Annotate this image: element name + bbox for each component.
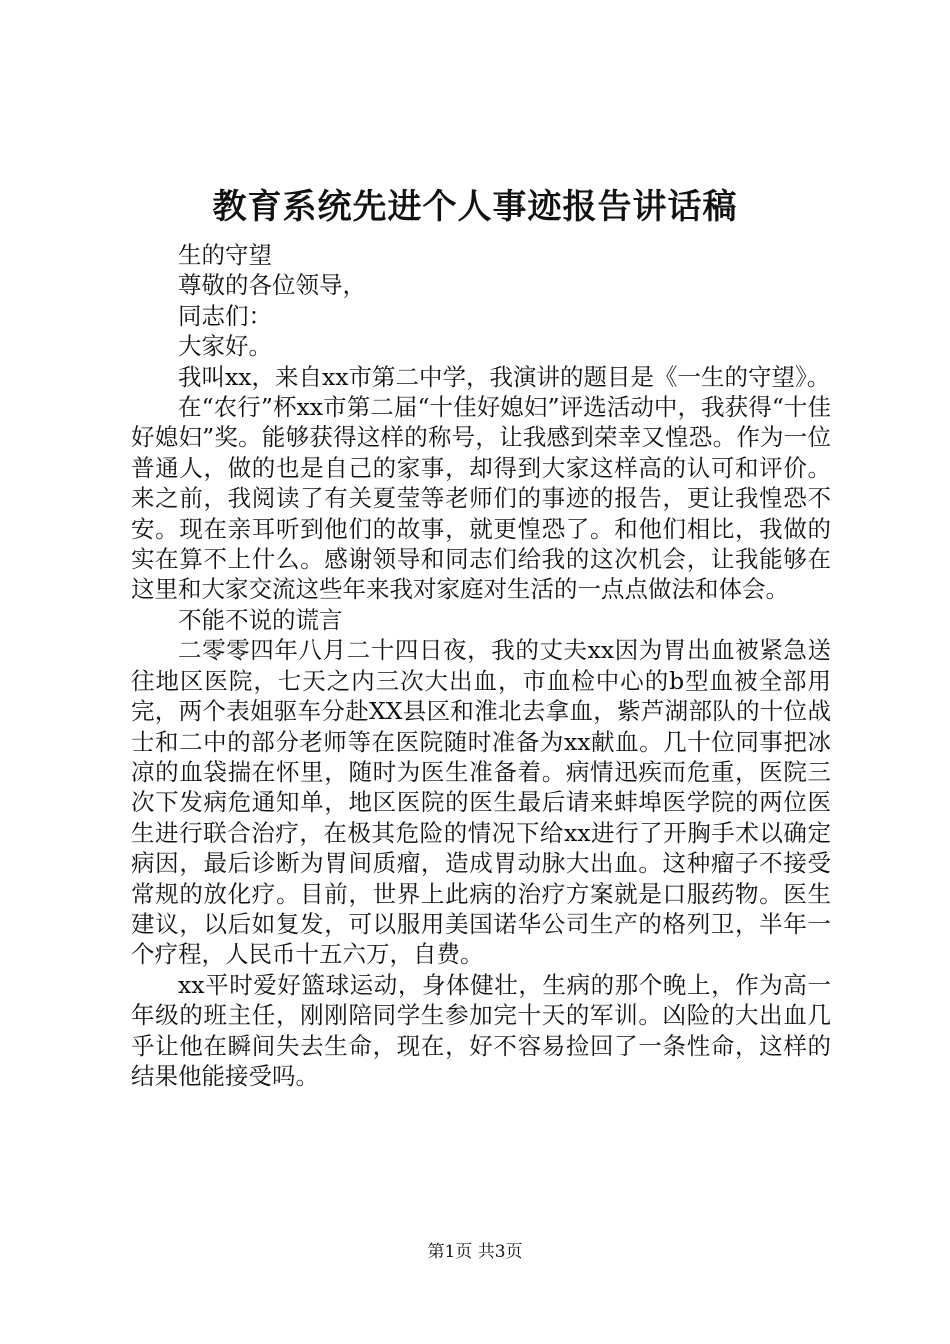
paragraph: 大家好。 bbox=[178, 332, 272, 361]
page-footer: 第1页 共3页 bbox=[427, 1242, 523, 1262]
paragraph: 我叫xx，来自xx市第二中学，我演讲的题目是《一生的守望》。 bbox=[178, 362, 831, 391]
paragraph: xx平时爱好篮球运动，身体健壮，生病的那个晚上，作为高一年级的班主任，刚刚陪同学生参加完十天的军训。凶险的大出血几乎让他在瞬间失去生命，现在，好不容易捡回了一条性命，这样的结果他能接受吗。 bbox=[131, 970, 831, 1090]
paragraph: 尊敬的各位领导， bbox=[178, 271, 366, 300]
paragraph: 在“农行”杯xx市第二届“十佳好媳妇”评选活动中，我获得“十佳好媳妇”奖。能够获得这样的称号，让我感到荣幸又惶恐。作为一位普通人，做的也是自己的家事，却得到大家这样高的认可和评价。来之前，我阅读了有关夏莹等老师们的事迹的报告，更让我惶恐不安。现在亲耳听到他们的故事，就更惶恐了。和他们相比，我做的实在算不上什么。感谢领导和同志们给我的这次机会，让我能够在这里和大家交流这些年来我对家庭对生活的一点点做法和体会。 bbox=[131, 393, 831, 604]
paragraph: 二零零四年八月二十四日夜，我的丈夫xx因为胃出血被紧急送往地区医院，七天之内三次大出血，市血检中心的b型血被全部用完，两个表姐驱车分赴XX县区和淮北去拿血，紫芦湖部队的十位战士和二中的部分老师等在医院随时准备为xx献血。几十位同事把冰凉的血袋揣在怀里，随时为医生准备着。病情迅疾而危重，医院三次下发病危通知单，地区医院的医生最后请来蚌埠医学院的两位医生进行联合治疗，在极其危险的情况下给xx进行了开胸手术以确定病因，最后诊断为胃间质瘤，造成胃动脉大出血。这种瘤子不接受常规的放化疗。目前，世界上此病的治疗方案就是口服药物。医生建议，以后如复发，可以服用美国诺华公司生产的格列卫，半年一个疗程，人民币十五六万，自费。 bbox=[131, 636, 831, 969]
paragraph: 不能不说的谎言 bbox=[178, 605, 343, 634]
paragraph: 同志们： bbox=[178, 301, 272, 330]
document-body bbox=[131, 240, 831, 1091]
document-title: 教育系统先进个人事迹报告讲话稿 bbox=[212, 187, 738, 227]
paragraph: 生的守望 bbox=[178, 241, 272, 269]
